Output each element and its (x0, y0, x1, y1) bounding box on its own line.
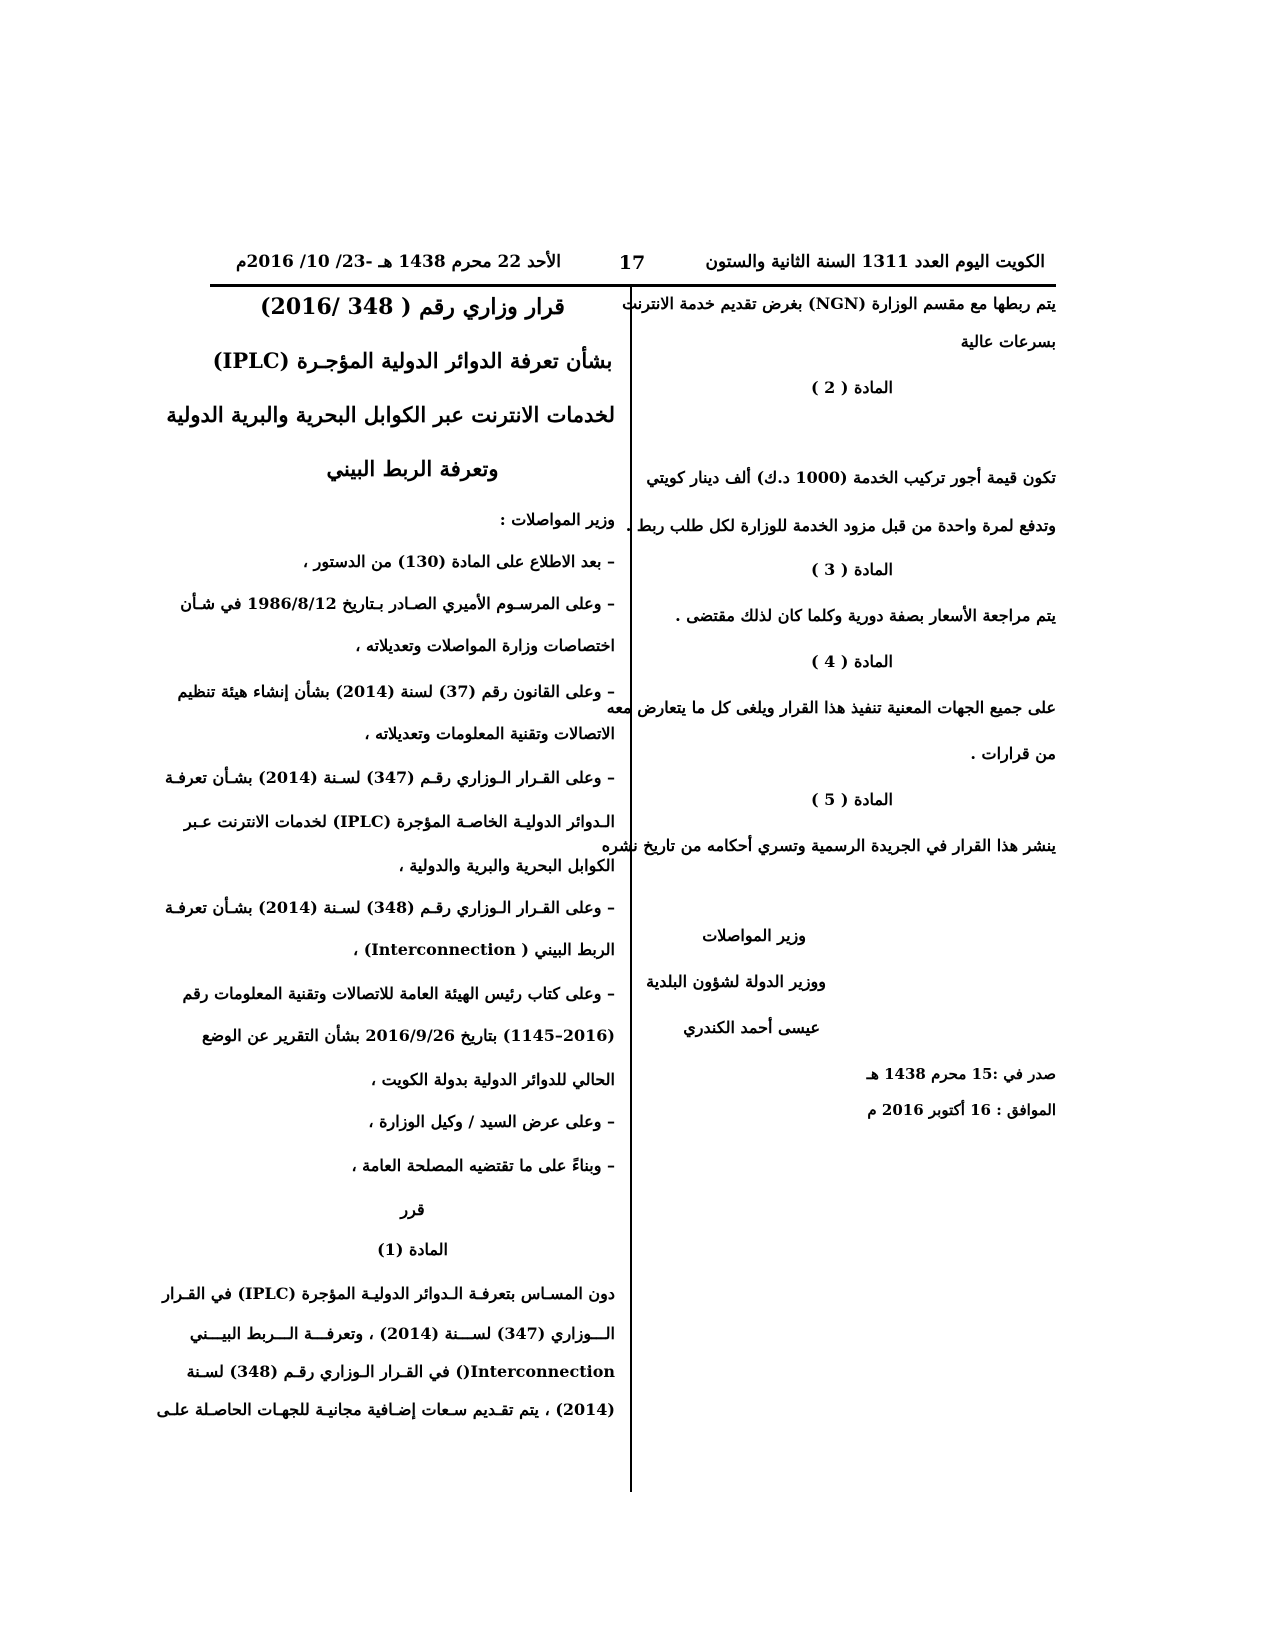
text-line: بسرعات عالية (960, 332, 1056, 351)
signatory-name: عيسى أحمد الكندري (683, 1018, 820, 1037)
column-divider (630, 287, 632, 1492)
article-heading: المادة ( 4 ) (811, 652, 893, 671)
text-line: الـــوزاري (347) لســـنة (2014) ، وتعرفـــة الـــربط البيـــني (189, 1324, 615, 1343)
text-line: اختصاصات وزارة المواصلات وتعديلاته ، (355, 636, 615, 655)
text-line: الربط البيني ( Interconnection) ، (352, 940, 615, 959)
decree-subject: وتعرفة الربط البيني (326, 456, 499, 481)
signatory-title: ووزير الدولة لشؤون البلدية (646, 972, 826, 991)
text-line: – وعلى القـرار الـوزاري رقـم (347) لسـنة (2014) بشـأن تعرفـة (165, 768, 615, 787)
issue-date: صدر في :15 محرم 1438 هـ (866, 1065, 1056, 1083)
text-line: Interconnection() في القـرار الـوزاري رقـم (348) لسـنة (186, 1362, 615, 1381)
minister-label: وزير المواصلات : (499, 510, 615, 529)
article-heading: المادة ( 3 ) (811, 560, 893, 579)
text-line: يتم مراجعة الأسعار بصفة دورية وكلما كان لذلك مقتضى . (675, 606, 1056, 625)
text-line: – بعد الاطلاع على المادة (130) من الدستور ، (302, 552, 615, 571)
article-heading: المادة ( 2 ) (811, 378, 893, 397)
text-line: – وعلى المرسـوم الأميري الصـادر بـتاريخ 1986/8/12 في شـأن (180, 594, 615, 613)
text-line: من قرارات . (970, 744, 1056, 763)
header-page-number: 17 (618, 252, 646, 274)
text-line: الكوابل البحرية والبرية والدولية ، (398, 856, 615, 875)
text-line: الاتصالات وتقنية المعلومات وتعديلاته ، (364, 724, 615, 743)
text-line: – وعلى عرض السيد / وكيل الوزارة ، (368, 1112, 615, 1131)
header-issue-info: الكويت اليوم العدد 1311 السنة الثانية والستون (705, 252, 1045, 272)
text-line: – وعلى كتاب رئيس الهيئة العامة للاتصالات وتقنية المعلومات رقم (182, 984, 615, 1003)
text-line: – وعلى القـرار الـوزاري رقـم (348) لسـنة (2014) بشـأن تعرفـة (165, 898, 615, 917)
article-heading: المادة ( 5 ) (811, 790, 893, 809)
text-line: – وعلى القانون رقم (37) لسنة (2014) بشأن إنشاء هيئة تنظيم (177, 682, 615, 701)
article-heading: المادة (1) (377, 1240, 448, 1259)
text-line: يتم ربطها مع مقسم الوزارة (NGN) بغرض تقديم خدمة الانترنت (622, 294, 1056, 313)
text-line: على جميع الجهات المعنية تنفيذ هذا القرار ويلغى كل ما يتعارض معه (606, 698, 1056, 717)
text-line: – وبناءً على ما تقتضيه المصلحة العامة ، (351, 1156, 615, 1175)
decision-word: قرر (400, 1200, 425, 1219)
text-line: الـدوائر الدوليـة الخاصـة المؤجرة (IPLC) لخدمات الانترنت عـبر (183, 812, 615, 831)
signatory-title: وزير المواصلات (702, 926, 806, 945)
text-line: تكون قيمة أجور تركيب الخدمة (1000 د.ك) ألف دينار كويتي (646, 468, 1056, 487)
header-divider (210, 284, 1056, 287)
header-date: الأحد 22 محرم 1438 هـ -23/ 10/ 2016م (236, 252, 561, 272)
text-line: (2016–1145) بتاريخ 2016/9/26 بشأن التقرير عن الوضع (201, 1026, 615, 1045)
decree-title: قرار وزاري رقم ( 348 /2016) (260, 294, 565, 320)
decree-subject: لخدمات الانترنت عبر الكوابل البحرية والبرية الدولية (166, 402, 615, 427)
text-line: (2014) ، يتم تقـديم سـعات إضـافية مجانيـة للجهـات الحاصـلة علـى (156, 1400, 615, 1419)
decree-subject: بشأن تعرفة الدوائر الدولية المؤجـرة (IPLC) (212, 348, 613, 373)
text-line: وتدفع لمرة واحدة من قبل مزود الخدمة للوزارة لكل طلب ربط . (625, 516, 1056, 535)
text-line: دون المسـاس بتعرفـة الـدوائر الدوليـة المؤجرة (IPLC) في القـرار (162, 1284, 615, 1303)
gregorian-date: الموافق : 16 أكتوبر 2016 م (867, 1101, 1056, 1119)
text-line: ينشر هذا القرار في الجريدة الرسمية وتسري أحكامه من تاريخ نشره (601, 836, 1056, 855)
text-line: الحالي للدوائر الدولية بدولة الكويت ، (370, 1070, 615, 1089)
